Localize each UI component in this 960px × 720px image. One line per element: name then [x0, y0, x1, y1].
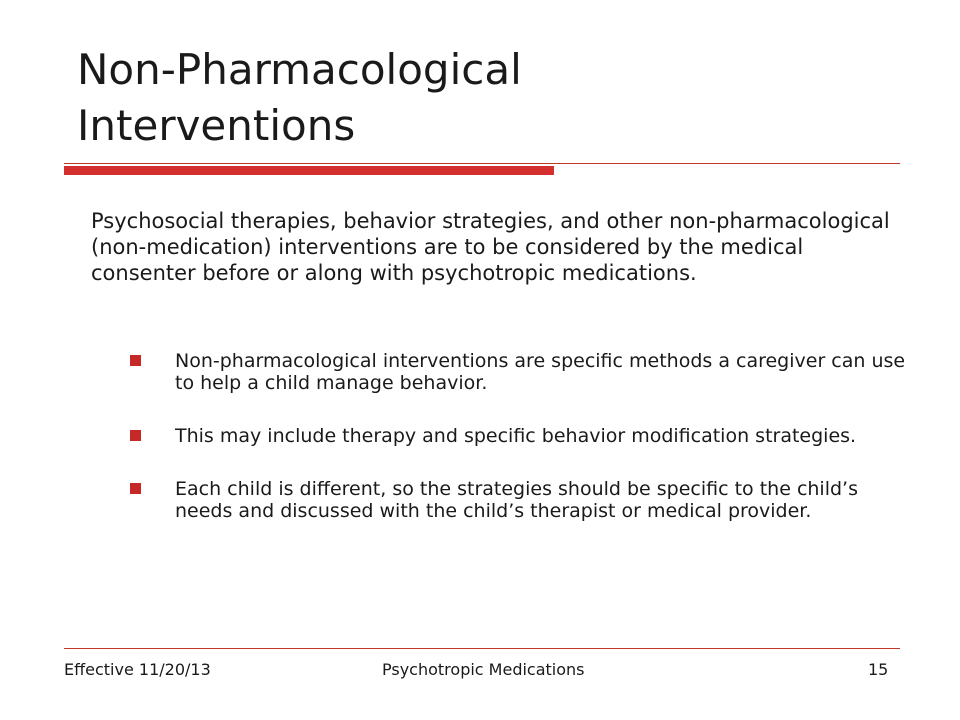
square-bullet-icon [130, 430, 141, 441]
bullet-item [130, 425, 910, 447]
slide-title-line-1: Non-Pharmacological [77, 45, 522, 94]
bullet-text: Each child is different, so the strategies should be specific to the child’s needs and discussed with the child’s therapist or medical provider. [175, 478, 858, 522]
footer-divider [64, 648, 900, 649]
footer-title: Psychotropic Medications [382, 660, 585, 679]
bullet-text: This may include therapy and specific behavior modification strategies. [175, 425, 857, 447]
intro-paragraph: Psychosocial therapies, behavior strategies, and other non-pharmacological (non-medication) interventions are to be considered by the medical consenter before or along with psychotropic medications. [91, 209, 890, 285]
slide-title-line-2: Interventions [77, 101, 356, 150]
bullet-text: Non-pharmacological interventions are specific methods a caregiver can use to help a child manage behavior. [175, 350, 906, 394]
footer-effective-date: Effective 11/20/13 [64, 660, 211, 679]
bullet-item [130, 350, 910, 394]
title-divider-thin [64, 163, 900, 164]
slide-title [77, 42, 897, 154]
square-bullet-icon [130, 483, 141, 494]
title-divider-accent-bar [64, 166, 554, 175]
square-bullet-icon [130, 355, 141, 366]
bullet-list [130, 350, 910, 553]
footer-page-number: 15 [868, 660, 889, 679]
bullet-item [130, 478, 910, 522]
